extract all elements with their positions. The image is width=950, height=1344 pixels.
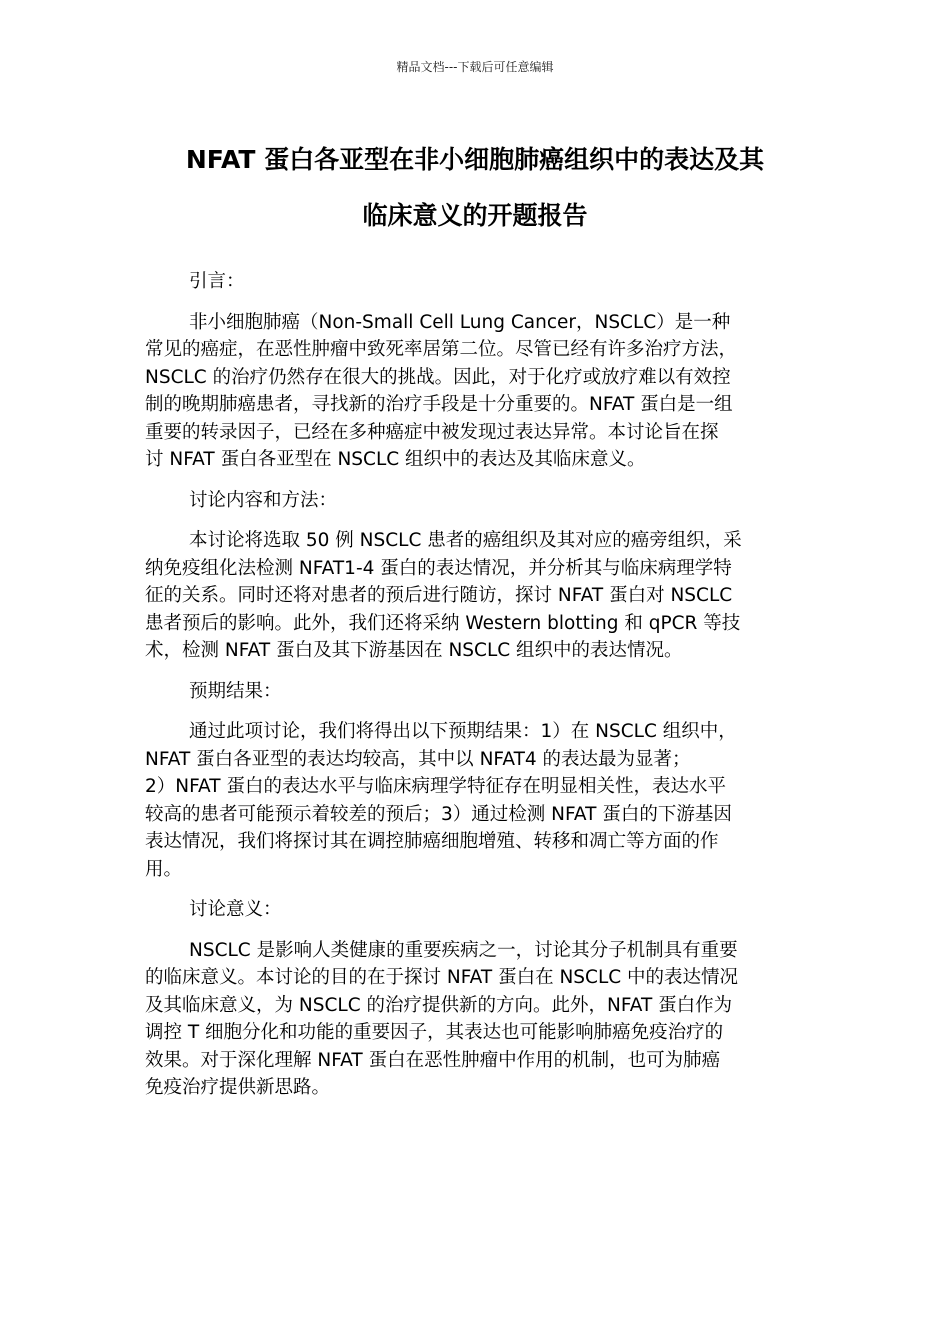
paragraph-line: 征的关系。同时还将对患者的预后进行随访，探讨 NFAT 蛋白对 NSCLC (145, 585, 733, 606)
paragraph-significance (145, 937, 805, 1102)
paragraph-line: 通过此项讨论，我们将得出以下预期结果：1）在 NSCLC 组织中， (189, 721, 737, 742)
paragraph-line: NSCLC 是影响人类健康的重要疾病之一，讨论其分子机制具有重要 (189, 939, 738, 961)
title-line-2: 临床意义的开题报告 (362, 201, 588, 230)
paragraph-line: 讨 NFAT 蛋白各亚型在 NSCLC 组织中的表达及其临床意义。 (145, 449, 646, 470)
paragraph-line: 调控 T 细胞分化和功能的重要因子，其表达也可能影响肺癌免疫治疗的 (145, 1022, 724, 1043)
paragraph-line: 术，检测 NFAT 蛋白及其下游基因在 NSCLC 组织中的表达情况。 (145, 640, 683, 661)
section-heading-methods: 讨论内容和方法： (189, 489, 338, 511)
header-note: 精品文档---下载后可任意编辑 (396, 60, 554, 74)
paragraph-line: NFAT 蛋白各亚型的表达均较高，其中以 NFAT4 的表达最为显著； (145, 748, 691, 770)
section-heading-results: 预期结果： (189, 680, 282, 702)
paragraph-line: 重要的转录因子，已经在多种癌症中被发现过表达异常。本讨论旨在探 (145, 421, 719, 443)
paragraph-line: 常见的癌症，在恶性肿瘤中致死率居第二位。尽管已经有许多治疗方法， (145, 339, 738, 360)
paragraph-line: 患者预后的影响。此外，我们还将采纳 Western blotting 和 qPCR 等技 (145, 612, 741, 634)
paragraph-line: 及其临床意义，为 NSCLC 的治疗提供新的方向。此外，NFAT 蛋白作为 (145, 994, 733, 1016)
paragraph-line: 2）NFAT 蛋白的表达水平与临床病理学特征存在明显相关性，表达水平 (145, 776, 726, 797)
paragraph-line: 较高的患者可能预示着较差的预后；3）通过检测 NFAT 蛋白的下游基因 (145, 803, 732, 825)
paragraph-line: 用。 (145, 858, 183, 880)
paragraph-line: 非小细胞肺癌（Non-Small Cell Lung Cancer，NSCLC）是一种 (189, 311, 731, 333)
paragraph-line: 制的晚期肺癌患者，寻找新的治疗手段是十分重要的。NFAT 蛋白是一组 (145, 394, 733, 415)
paragraph-line: 表达情况，我们将探讨其在调控肺癌细胞增殖、转移和凋亡等方面的作 (145, 831, 719, 852)
paragraph-intro (145, 309, 805, 474)
paragraph-methods (145, 527, 805, 665)
paragraph-line: 的临床意义。本讨论的目的在于探讨 NFAT 蛋白在 NSCLC 中的表达情况 (145, 967, 739, 988)
title-line-1: NFAT 蛋白各亚型在非小细胞肺癌组织中的表达及其 (185, 145, 765, 174)
section-heading-significance: 讨论意义： (189, 899, 282, 920)
document-title (145, 132, 805, 244)
paragraph-line: 纳免疫组化法检测 NFAT1-4 蛋白的表达情况，并分析其与临床病理学特 (145, 557, 732, 579)
paragraph-line: 本讨论将选取 50 例 NSCLC 患者的癌组织及其对应的癌旁组织，采 (189, 530, 742, 551)
paragraph-line: NSCLC 的治疗仍然存在很大的挑战。因此，对于化疗或放疗难以有效控 (145, 366, 731, 388)
document-body (145, 268, 805, 1115)
paragraph-results (145, 718, 805, 883)
section-heading-intro: 引言： (189, 271, 245, 292)
paragraph-line: 免疫治疗提供新思路。 (145, 1077, 331, 1098)
paragraph-line: 效果。对于深化理解 NFAT 蛋白在恶性肿瘤中作用的机制，也可为肺癌 (145, 1049, 721, 1071)
